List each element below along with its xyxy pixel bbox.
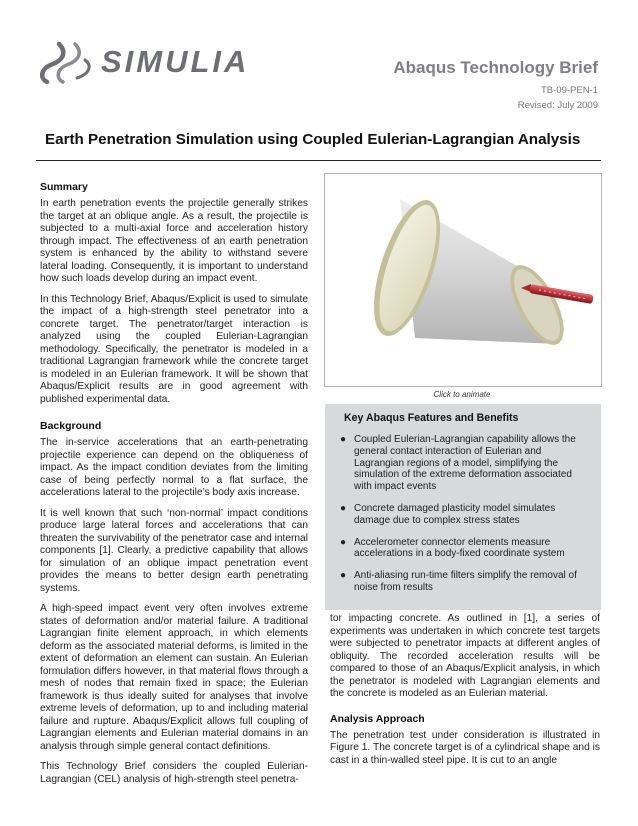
feature-text: Anti-aliasing run-time filters simplify the removal of noise from results (354, 570, 577, 593)
summary-heading: Summary (40, 181, 88, 193)
logo-wordmark: SIMULIA (101, 44, 250, 79)
feature-text: Concrete damaged plasticity model simulates damage due to complex stress states (354, 502, 556, 526)
feature-item (339, 537, 587, 561)
figure-caption[interactable]: Click to animate (433, 390, 491, 399)
analysis-heading: Analysis Approach (330, 712, 425, 725)
bullet-icon: ● (340, 502, 347, 514)
features-heading: Key Abaqus Features and Benefits (344, 412, 519, 424)
bullet-icon: ● (340, 536, 347, 548)
feature-item (339, 434, 587, 493)
summary-paragraph: In this Technology Brief, Abaqus/Explicit is used to simulate the impact of a high-strength steel penetrator into a concrete target. The penetrator/target interaction is analyzed using the coupled Eulerian-Lagrangian methodology. Specifically, the penetrator is modeled in a traditional Lagrangian framework while the concrete target is modeled in an Eulerian framework. It will be shown that Abaqus/Explicit results are in good agreement with published experimental data. (40, 293, 308, 405)
feature-text: Accelerometer connector elements measure accelerations in a body-fixed coordinate system (354, 536, 565, 560)
right-column (330, 613, 600, 775)
penetration-animation-figure[interactable] (324, 173, 602, 387)
feature-item (339, 503, 587, 527)
page-title: Earth Penetration Simulation using Coupled Eulerian-Lagrangian Analysis (45, 131, 581, 148)
document-id: TB-09-PEN-1 (540, 85, 598, 96)
background-paragraph: The in-service accelerations that an earth-penetrating projectile experience can depend on the obliqueness of impact. As the impact condition deviates from the limiting case of being perfectly normal to a flat surface, the accelerations lateral to the projectile’s body axis increase. (40, 437, 308, 498)
brief-title: Abaqus Technology Brief (393, 58, 598, 77)
title-divider (36, 160, 601, 161)
features-list (325, 434, 601, 594)
background-paragraph: This Technology Brief considers the coupled Eulerian-Lagrangian (CEL) analysis of high-strength steel penetra- (40, 761, 308, 785)
background-paragraph: It is well known that such ‘non-normal’ impact conditions produce large lateral forces and accelerations that can threaten the survivability of the penetrator case and internal components [1]. Clearly, a predictive capability that allows for simulation of an oblique impact penetration event provides the means to better design earth penetrating systems. (40, 507, 308, 594)
simulia-logo (37, 38, 277, 88)
background-heading: Background (40, 420, 102, 432)
key-features-box (325, 404, 601, 610)
feature-text: Coupled Eulerian-Lagrangian capability allows the general contact interaction of Eulerian and Lagrangian regions of a model, simplifying the simulation of the extreme deformation associated with impact events (354, 434, 576, 493)
left-column (40, 181, 308, 794)
analysis-paragraph: The penetration test under consideration is illustrated in Figure 1. The concrete target is of a cylindrical shape and is cast in a thin-walled steel pipe. It is cut to an angle (330, 729, 600, 766)
background-paragraph: A high-speed impact event very often involves extreme states of deformation and/or material failure. A traditional Lagrangian finite element approach, in which elements deform as the associated material deforms, is limited in the extent of deformation an element can sustain. An Eulerian formulation differs however, in that material flows through a mesh of nodes that remain fixed in space; the Eulerian framework is thus ideally suited for analyses that involve extreme levels of deformation, up to and including material failure and rupture. Abaqus/Explicit allows full coupling of Lagrangian elements and Eulerian material domains in an analysis through simple general contact definitions. (40, 603, 308, 752)
bullet-icon: ● (340, 570, 347, 582)
revision-date: Revised: July 2009 (517, 100, 598, 111)
bullet-icon: ● (340, 434, 347, 445)
concrete-target-image (325, 174, 601, 386)
ds-logo-icon (37, 38, 99, 88)
continuation-paragraph: tor impacting concrete. As outlined in [1], a series of experiments was undertaken in which concrete test targets were subjected to penetrator impacts at different angles of obliquity. The recorded acceleration results will be compared to those of an Abaqus/Explicit analysis, in which the penetrator is modeled with Lagrangian elements and the concrete is modeled as an Eulerian material. (330, 613, 600, 699)
summary-paragraph: In earth penetration events the projectile generally strikes the target at an oblique angle. As a result, the projectile is subjected to a multi-axial force and acceleration history through impact. The effectiveness of an earth penetration system is enhanced by the ability to withstand severe lateral loading. Consequently, it is important to understand how such loads develop during an impact event. (40, 198, 308, 284)
feature-item (339, 570, 587, 594)
